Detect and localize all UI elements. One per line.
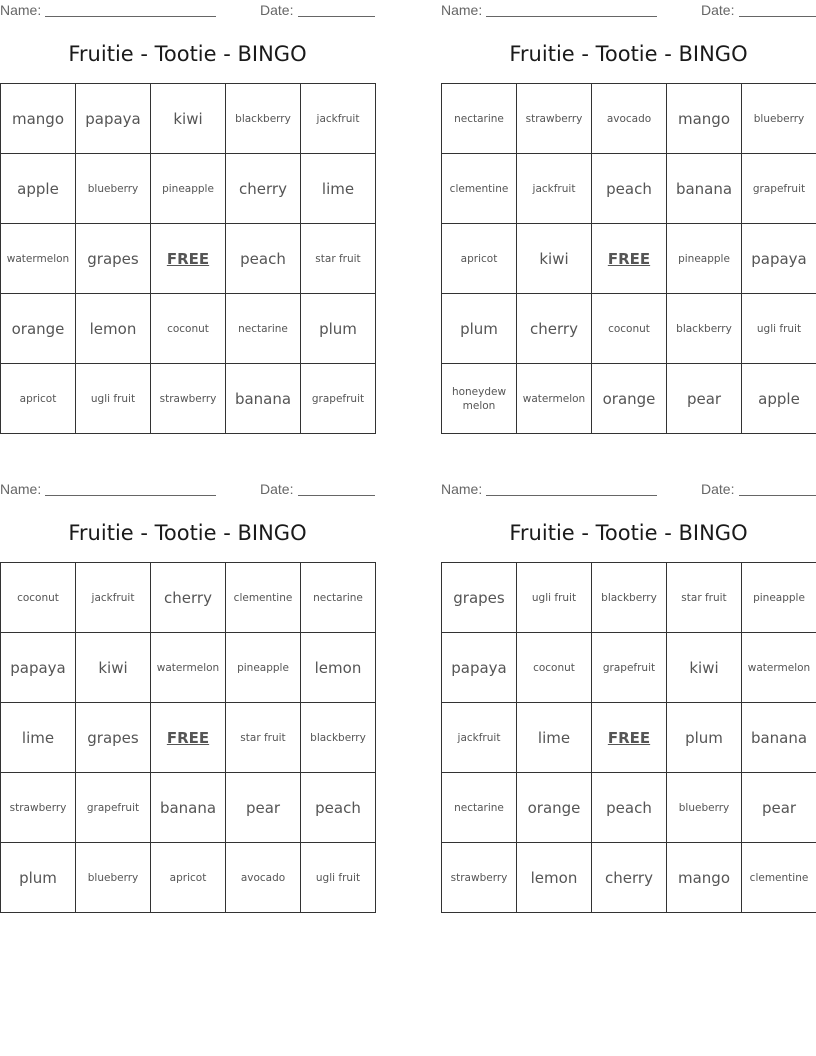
bingo-cell: lime <box>301 154 376 224</box>
bingo-cell: blackberry <box>667 294 742 364</box>
name-label: Name: <box>441 481 483 497</box>
bingo-row <box>1 84 376 154</box>
bingo-cell: peach <box>226 224 301 294</box>
bingo-cell: banana <box>151 773 226 843</box>
bingo-cell: nectarine <box>226 294 301 364</box>
bingo-row <box>442 843 816 913</box>
bingo-cell: kiwi <box>76 633 151 703</box>
free-space-cell: FREE <box>151 703 226 773</box>
bingo-cell: nectarine <box>442 84 517 154</box>
bingo-cell: banana <box>742 703 816 773</box>
bingo-cell: coconut <box>151 294 226 364</box>
date-blank-line <box>739 16 816 17</box>
bingo-cell: mango <box>667 843 742 913</box>
free-space-cell: FREE <box>151 224 226 294</box>
card-title: Fruitie - Tootie - BINGO <box>509 521 748 545</box>
bingo-row <box>442 224 816 294</box>
bingo-cell: pineapple <box>151 154 226 224</box>
bingo-cell: strawberry <box>151 364 226 434</box>
date-blank-line <box>739 495 816 496</box>
bingo-cell: nectarine <box>442 773 517 843</box>
bingo-cell: papaya <box>76 84 151 154</box>
bingo-cell: cherry <box>226 154 301 224</box>
name-date-header <box>0 481 375 499</box>
free-space-cell: FREE <box>592 703 667 773</box>
bingo-cell: strawberry <box>442 843 517 913</box>
bingo-cell: papaya <box>742 224 816 294</box>
bingo-cell: coconut <box>517 633 592 703</box>
bingo-cell: nectarine <box>301 563 376 633</box>
bingo-cell: cherry <box>151 563 226 633</box>
bingo-cell: apple <box>1 154 76 224</box>
bingo-row <box>442 633 816 703</box>
bingo-row <box>1 154 376 224</box>
bingo-cell: orange <box>592 364 667 434</box>
date-blank-line <box>298 495 375 496</box>
bingo-cell: kiwi <box>517 224 592 294</box>
bingo-cell: grapefruit <box>592 633 667 703</box>
bingo-cell: pear <box>742 773 816 843</box>
name-label: Name: <box>0 481 42 497</box>
bingo-cell: lemon <box>517 843 592 913</box>
bingo-row <box>1 294 376 364</box>
bingo-cell: jackfruit <box>517 154 592 224</box>
bingo-cell: plum <box>442 294 517 364</box>
bingo-cell: mango <box>667 84 742 154</box>
bingo-cell: grapefruit <box>742 154 816 224</box>
bingo-cell: plum <box>1 843 76 913</box>
name-blank-line <box>45 16 216 17</box>
bingo-cell: clementine <box>442 154 517 224</box>
bingo-cell: lemon <box>301 633 376 703</box>
bingo-cell: watermelon <box>742 633 816 703</box>
bingo-cell: kiwi <box>667 633 742 703</box>
bingo-cell: cherry <box>517 294 592 364</box>
bingo-cell: honeydew melon <box>442 364 517 434</box>
bingo-cell: jackfruit <box>301 84 376 154</box>
date-label: Date: <box>701 481 735 497</box>
bingo-cell: blueberry <box>76 843 151 913</box>
bingo-cell: blackberry <box>226 84 301 154</box>
bingo-cell: strawberry <box>1 773 76 843</box>
bingo-cell: pineapple <box>226 633 301 703</box>
bingo-cell: kiwi <box>151 84 226 154</box>
bingo-cell: strawberry <box>517 84 592 154</box>
bingo-cell: apricot <box>151 843 226 913</box>
bingo-row <box>442 154 816 224</box>
bingo-cell: grapefruit <box>301 364 376 434</box>
bingo-cell: blueberry <box>742 84 816 154</box>
bingo-cell: ugli fruit <box>76 364 151 434</box>
bingo-cell: watermelon <box>1 224 76 294</box>
name-date-header <box>0 2 375 20</box>
bingo-cell: apricot <box>442 224 517 294</box>
bingo-grid <box>441 83 816 434</box>
bingo-cell: clementine <box>742 843 816 913</box>
bingo-row <box>442 84 816 154</box>
bingo-row <box>1 843 376 913</box>
bingo-cell: grapes <box>76 703 151 773</box>
bingo-cell: blackberry <box>301 703 376 773</box>
card-title: Fruitie - Tootie - BINGO <box>68 42 307 66</box>
bingo-cell: coconut <box>1 563 76 633</box>
bingo-cell: plum <box>301 294 376 364</box>
bingo-row <box>1 773 376 843</box>
bingo-cell: apple <box>742 364 816 434</box>
bingo-cell: grapes <box>76 224 151 294</box>
bingo-cell: pear <box>226 773 301 843</box>
bingo-cell: mango <box>1 84 76 154</box>
name-date-header <box>441 481 816 499</box>
bingo-cell: grapefruit <box>76 773 151 843</box>
name-label: Name: <box>441 2 483 18</box>
bingo-cell: lime <box>517 703 592 773</box>
bingo-cell: orange <box>517 773 592 843</box>
bingo-row <box>1 224 376 294</box>
bingo-cell: banana <box>226 364 301 434</box>
bingo-cell: pineapple <box>667 224 742 294</box>
bingo-row <box>442 364 816 434</box>
bingo-cell: ugli fruit <box>301 843 376 913</box>
bingo-cell: watermelon <box>517 364 592 434</box>
bingo-row <box>1 703 376 773</box>
bingo-cell: avocado <box>226 843 301 913</box>
bingo-cell: peach <box>301 773 376 843</box>
bingo-cell: papaya <box>1 633 76 703</box>
bingo-row <box>442 294 816 364</box>
bingo-cell: lime <box>1 703 76 773</box>
card-title: Fruitie - Tootie - BINGO <box>509 42 748 66</box>
date-label: Date: <box>260 481 294 497</box>
bingo-row <box>1 364 376 434</box>
bingo-cell: grapes <box>442 563 517 633</box>
bingo-cell: plum <box>667 703 742 773</box>
bingo-cell: orange <box>1 294 76 364</box>
name-blank-line <box>45 495 216 496</box>
date-label: Date: <box>701 2 735 18</box>
bingo-cell: pineapple <box>742 563 816 633</box>
bingo-grid <box>0 562 376 913</box>
bingo-cell: star fruit <box>226 703 301 773</box>
bingo-cell: avocado <box>592 84 667 154</box>
bingo-cell: papaya <box>442 633 517 703</box>
bingo-cell: blackberry <box>592 563 667 633</box>
name-label: Name: <box>0 2 42 18</box>
date-label: Date: <box>260 2 294 18</box>
bingo-cell: blueberry <box>667 773 742 843</box>
bingo-row <box>442 563 816 633</box>
bingo-cell: jackfruit <box>442 703 517 773</box>
bingo-row <box>1 633 376 703</box>
bingo-cell: ugli fruit <box>742 294 816 364</box>
name-blank-line <box>486 16 657 17</box>
bingo-grid <box>0 83 376 434</box>
bingo-cell: cherry <box>592 843 667 913</box>
bingo-row <box>442 703 816 773</box>
bingo-cell: lemon <box>76 294 151 364</box>
card-title: Fruitie - Tootie - BINGO <box>68 521 307 545</box>
bingo-grid <box>441 562 816 913</box>
bingo-cell: clementine <box>226 563 301 633</box>
bingo-cell: star fruit <box>667 563 742 633</box>
name-date-header <box>441 2 816 20</box>
bingo-cell: jackfruit <box>76 563 151 633</box>
bingo-cell: star fruit <box>301 224 376 294</box>
date-blank-line <box>298 16 375 17</box>
bingo-cell: watermelon <box>151 633 226 703</box>
bingo-cell: banana <box>667 154 742 224</box>
bingo-row <box>1 563 376 633</box>
bingo-cell: ugli fruit <box>517 563 592 633</box>
bingo-cell: peach <box>592 773 667 843</box>
free-space-cell: FREE <box>592 224 667 294</box>
bingo-cell: pear <box>667 364 742 434</box>
bingo-row <box>442 773 816 843</box>
name-blank-line <box>486 495 657 496</box>
bingo-cell: coconut <box>592 294 667 364</box>
bingo-cell: blueberry <box>76 154 151 224</box>
bingo-cell: peach <box>592 154 667 224</box>
bingo-cell: apricot <box>1 364 76 434</box>
